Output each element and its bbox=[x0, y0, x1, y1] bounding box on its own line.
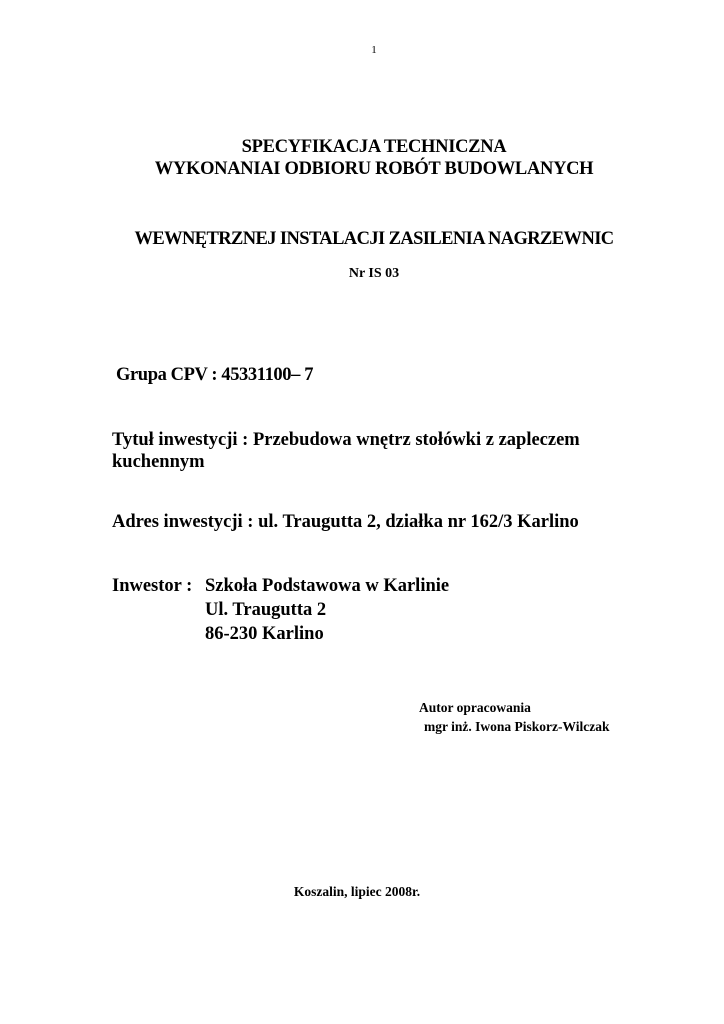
investor-name: Szkoła Podstawowa w Karlinie bbox=[205, 576, 450, 596]
investment-title-line2: kuchennym bbox=[112, 452, 205, 472]
investor-label: Inwestor : bbox=[112, 576, 193, 596]
author-name: mgr inż. Iwona Piskorz-Wilczak bbox=[424, 719, 610, 734]
investment-address: Adres inwestycji : ul. Traugutta 2, działka nr 162/3 Karlino bbox=[112, 512, 579, 532]
cpv-group: Grupa CPV : 45331100– 7 bbox=[116, 365, 314, 385]
investment-title-line1: Tytuł inwestycji : Przebudowa wnętrz stołówki z zapleczem bbox=[112, 430, 580, 450]
document-scope-title: WEWNĘTRZNEJ INSTALACJI ZASILENIA NAGRZEWNIC bbox=[134, 229, 614, 249]
place-date: Koszalin, lipiec 2008r. bbox=[293, 884, 421, 899]
document-title: SPECYFIKACJA TECHNICZNA bbox=[241, 137, 507, 157]
author-label: Autor opracowania bbox=[419, 700, 531, 715]
investor-street: Ul. Traugutta 2 bbox=[205, 600, 327, 620]
document-number: Nr IS 03 bbox=[348, 266, 400, 281]
document-subtitle: WYKONANIAI ODBIORU ROBÓT BUDOWLANYCH bbox=[154, 159, 594, 179]
investor-city: 86-230 Karlino bbox=[205, 624, 324, 644]
page-number: 1 bbox=[371, 44, 377, 56]
